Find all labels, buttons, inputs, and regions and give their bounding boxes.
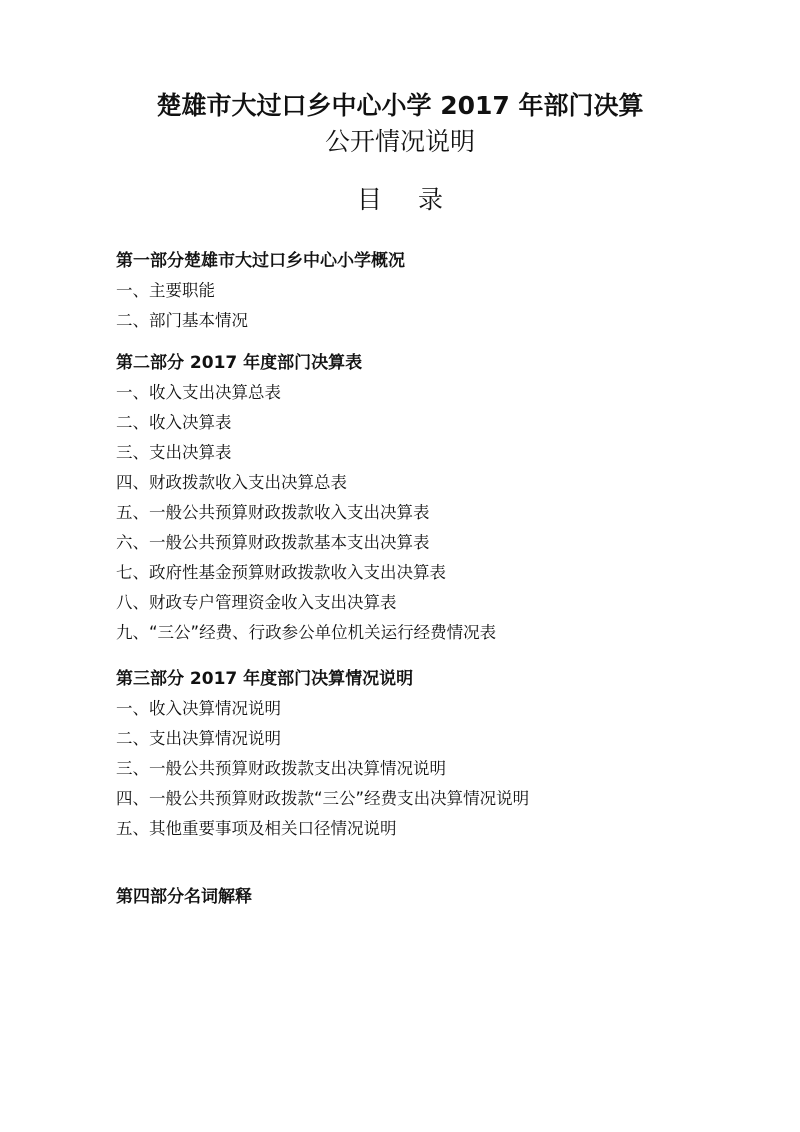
part-1-heading: 第一部分楚雄市大过口乡中心小学概况 — [116, 251, 405, 271]
toc-item: 二、收入决算表 — [116, 413, 232, 432]
toc-part-3 — [116, 668, 736, 840]
toc-item: 四、财政拨款收入支出决算总表 — [116, 473, 347, 492]
toc-item: 九、“三公”经费、行政参公单位机关运行经费情况表 — [116, 623, 497, 642]
part-3-heading: 第三部分 2017 年度部门决算情况说明 — [116, 669, 414, 689]
toc-part-1 — [116, 250, 736, 332]
toc-item: 三、支出决算表 — [116, 443, 232, 462]
toc-part-4 — [116, 886, 736, 908]
toc-item: 一、主要职能 — [116, 281, 215, 300]
toc-item: 一、收入决算情况说明 — [116, 699, 281, 718]
toc-item: 三、一般公共预算财政拨款支出决算情况说明 — [116, 759, 446, 778]
document-title: 楚雄市大过口乡中心小学 2017 年部门决算 — [156, 91, 644, 120]
toc-item: 二、支出决算情况说明 — [116, 729, 281, 748]
toc-part-2 — [116, 352, 736, 644]
toc-item: 五、一般公共预算财政拨款收入支出决算表 — [116, 503, 430, 522]
toc-item: 二、部门基本情况 — [116, 311, 248, 330]
part-2-heading: 第二部分 2017 年度部门决算表 — [116, 353, 363, 373]
document-subtitle: 公开情况说明 — [324, 127, 475, 156]
toc-heading: 目 录 — [357, 185, 457, 214]
toc-item: 八、财政专户管理资金收入支出决算表 — [116, 593, 397, 612]
toc-item: 六、一般公共预算财政拨款基本支出决算表 — [116, 533, 430, 552]
part-4-heading: 第四部分名词解释 — [116, 887, 252, 907]
toc-item: 一、收入支出决算总表 — [116, 383, 281, 402]
toc-item: 四、一般公共预算财政拨款“三公”经费支出决算情况说明 — [116, 789, 530, 808]
toc-item: 七、政府性基金预算财政拨款收入支出决算表 — [116, 563, 446, 582]
toc-item: 五、其他重要事项及相关口径情况说明 — [116, 819, 397, 838]
